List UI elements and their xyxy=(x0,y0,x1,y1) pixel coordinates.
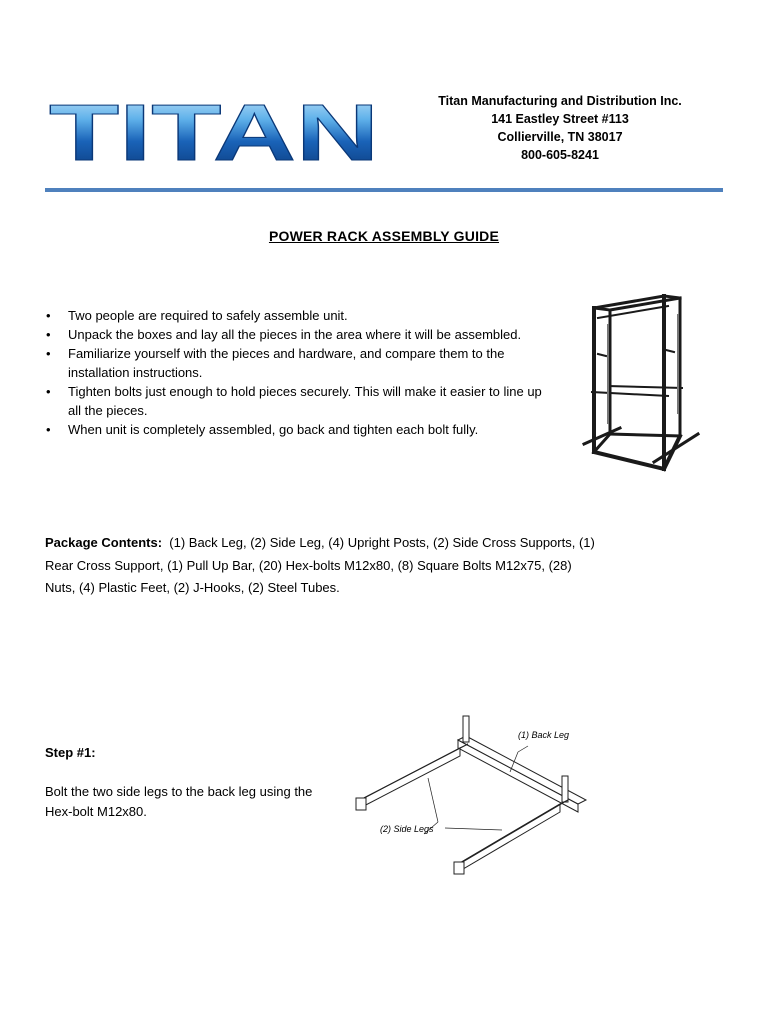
bullet-icon: • xyxy=(46,327,51,342)
side-legs-label: (2) Side Legs xyxy=(380,824,434,834)
bullet-icon: • xyxy=(46,384,51,399)
company-phone: 800-605-8241 xyxy=(521,148,599,162)
list-item-text: Unpack the boxes and lay all the pieces in the area where it will be assembled. xyxy=(68,327,522,342)
list-item-text: When unit is completely assembled, go back and tighten each bolt fully. xyxy=(68,422,479,437)
header-divider xyxy=(45,188,723,192)
list-item xyxy=(45,382,545,420)
power-rack-image xyxy=(578,284,706,474)
step-1-text: Bolt the two side legs to the back leg using the Hex-bolt M12x80. xyxy=(45,784,313,819)
bullet-icon: • xyxy=(46,422,51,437)
bullet-icon: • xyxy=(46,308,51,323)
list-item-text: Two people are required to safely assemble unit. xyxy=(68,308,348,323)
company-address xyxy=(410,92,710,164)
step-1-title: Step #1: xyxy=(45,745,96,760)
list-item xyxy=(45,325,545,344)
package-contents-label: Package Contents: xyxy=(45,535,163,550)
package-contents-text: (1) Back Leg, (2) Side Leg, (4) Upright Posts, (2) Side Cross Supports, (1) Rear Cross Support, (1) Pull Up Bar, (20) Hex-bolts M12x80, (8) Square Bolts M12x75, (28) Nuts, (4) Plastic Feet, (2) J-Hooks, (2) Steel Tubes. xyxy=(45,535,595,595)
logo-text: TITAN xyxy=(49,100,379,166)
page-title: POWER RACK ASSEMBLY GUIDE xyxy=(268,228,500,244)
list-item-text: Familiarize yourself with the pieces and hardware, and compare them to the installation instructions. xyxy=(68,346,505,380)
step-1-diagram xyxy=(350,712,590,877)
back-leg-label: (1) Back Leg xyxy=(518,730,570,740)
package-contents xyxy=(45,532,605,600)
company-street: 141 Eastley Street #113 xyxy=(491,112,629,126)
company-city: Collierville, TN 38017 xyxy=(497,130,623,144)
list-item xyxy=(45,420,545,439)
titan-logo xyxy=(48,100,380,166)
list-item xyxy=(45,344,545,382)
company-name: Titan Manufacturing and Distribution Inc. xyxy=(438,94,682,108)
bullet-icon: • xyxy=(46,346,51,361)
instruction-list xyxy=(45,306,545,439)
list-item-text: Tighten bolts just enough to hold pieces securely. This will make it easier to line up all the pieces. xyxy=(68,384,542,418)
list-item xyxy=(45,306,545,325)
